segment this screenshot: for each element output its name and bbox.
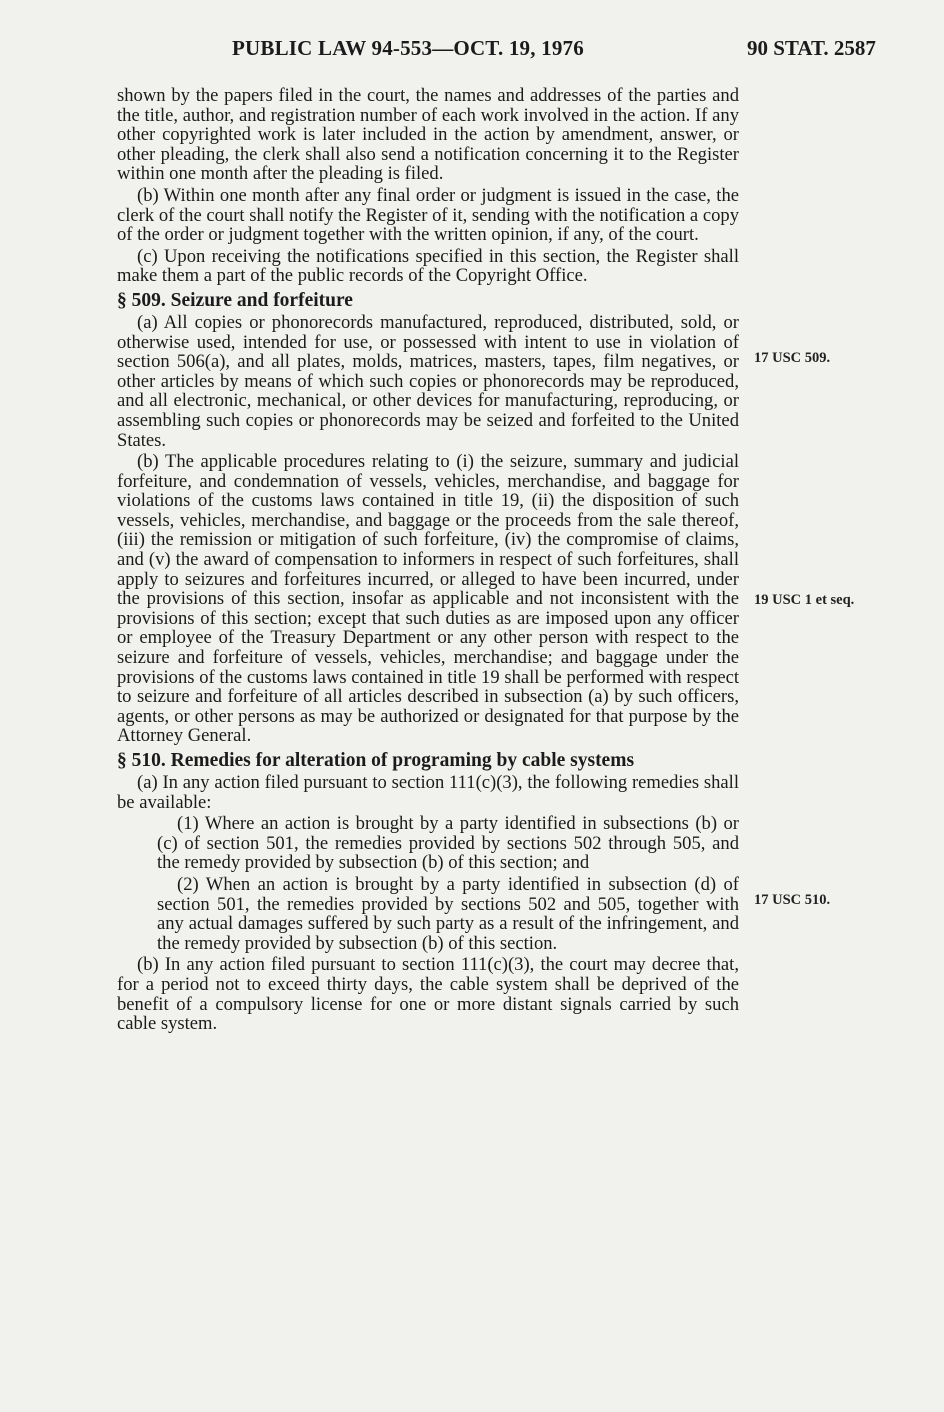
- paragraph-508-c: (c) Upon receiving the notifications specified in this section, the Register shall make them a part of the public records of the Copyright Office.: [117, 245, 739, 287]
- clause-510-a-1: (1) Where an action is brought by a party identified in subsections (b) or (c) of section 501, the remedies provided by sections 502 through 505, and the remedy provided by subsection (b) of this section; and: [157, 813, 739, 874]
- margin-note-17-usc-509: 17 USC 509.: [754, 350, 831, 366]
- paragraph-509-b: (b) The applicable procedures relating to (i) the seizure, summary and judicial forfeiture, and condemnation of vessels, vehicles, merchandise, and baggage for violations of the customs laws contained in title 19, (ii) the disposition of such vessels, vehicles, merchandise, and baggage or the proceeds from the sale thereof, (iii) the remission or mitigation of such forfeiture, (iv) the compromise of claims, and (v) the award of compensation to informers in respect of such forfeitures, shall apply to seizures and forfeitures incurred, or alleged to have been incurred, under the provisions of this section, insofar as applicable and not inconsistent with the provisions of this section; except that such duties as are imposed upon any officer or employee of the Treasury Department or any other person with respect to the seizure and forfeiture of vessels, vehicles, merchandise; and baggage under the provisions of the customs laws contained in title 19 shall be performed with respect to seizure and forfeiture of all articles described in subsection (a) by such officers, agents, or other persons as may be authorized or designated for that purpose by the Attorney General.: [117, 451, 739, 747]
- margin-note-17-usc-510: 17 USC 510.: [754, 892, 831, 908]
- page-header: [0, 36, 944, 64]
- body-text: [117, 86, 739, 1036]
- margin-note-19-usc: 19 USC 1 et seq.: [754, 592, 855, 608]
- running-head: PUBLIC LAW 94-553—OCT. 19, 1976: [232, 36, 584, 60]
- paragraph-510-a: (a) In any action filed pursuant to section 111(c)(3), the following remedies shall be available:: [117, 772, 739, 813]
- clause-510-a-2: (2) When an action is brought by a party identified in subsection (d) of section 501, the remedies provided by sections 502 and 505, together with any actual damages suffered by such party as a result of the infringement, and the remedy provided by subsection (b) of this section.: [157, 873, 739, 954]
- section-510-heading: § 510. Remedies for alteration of programing by cable systems: [117, 750, 635, 771]
- paragraph-508-b: (b) Within one month after any final order or judgment is issued in the case, the clerk of the court shall notify the Register of it, sending with the notification a copy of the order or judgment together with the written opinion, if any, of the court.: [117, 184, 739, 246]
- paragraph-509-a: (a) All copies or phonorecords manufactured, reproduced, distributed, sold, or otherwise used, intended for use, or possessed with intent to use in violation of section 506(a), and all plates, molds, matrices, masters, tapes, film negatives, or other articles by means of which such copies or phonorecords may be reproduced, and all electronic, mechanical, or other devices for manufacturing, reproducing, or assembling such copies or phonorecords may be seized and forfeited to the United States.: [117, 311, 739, 451]
- statute-page-reference: 90 STAT. 2587: [747, 36, 876, 60]
- section-509-heading: § 509. Seizure and forfeiture: [117, 289, 353, 311]
- paragraph-510-b: (b) In any action filed pursuant to section 111(c)(3), the court may decree that, for a period not to exceed thirty days, the cable system shall be deprived of the benefit of a compulsory license for one or more distant signals carried by such cable system.: [117, 954, 739, 1035]
- paragraph-continuation: shown by the papers filed in the court, the names and addresses of the parties and the title, author, and registration number of each work involved in the action. If any other copyrighted work is later included in the action by amendment, answer, or other pleading, the clerk shall also send a notification concerning it to the Register within one month after the pleading is filed.: [117, 85, 739, 185]
